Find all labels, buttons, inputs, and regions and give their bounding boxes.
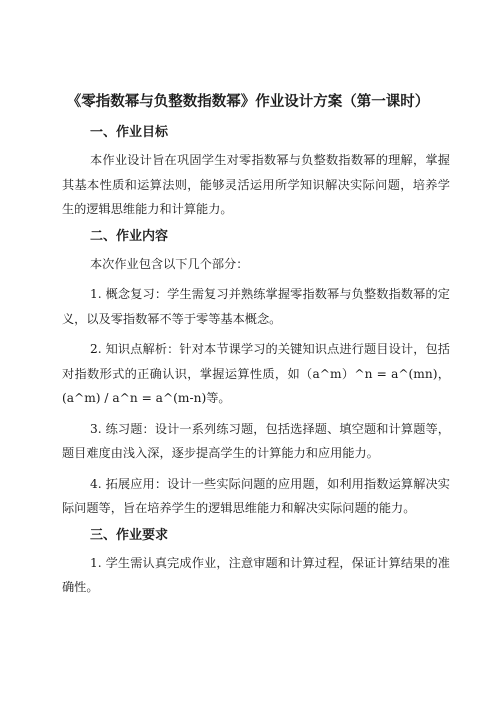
document-title: 《零指数幂与负整数指数幂》作业设计方案（第一课时）	[66, 94, 430, 110]
paragraph: 2. 知识点解析：针对本节课学习的关键知识点进行题目设计，包括对指数形式的正确认识，掌握运算性质，如（a^m）^n = a^(mn)，(a^m) / a^n = a^(m-n)等。	[62, 342, 450, 405]
paragraph: 1. 概念复习：学生需复习并熟练掌握零指数幂与负整数指数幂的定义，以及零指数幂不等于零等基本概念。	[62, 287, 450, 326]
paragraph: 1. 学生需认真完成作业，注意审题和计算过程，保证计算结果的准确性。	[62, 555, 450, 594]
paragraph: 本次作业包含以下几个部分：	[90, 256, 249, 271]
section-heading: 二、作业内容	[90, 228, 169, 244]
section-requirements	[62, 527, 450, 600]
section-heading: 一、作业目标	[90, 125, 169, 140]
section-content	[62, 228, 450, 521]
document-body	[62, 124, 450, 600]
section-heading: 三、作业要求	[90, 527, 169, 543]
paragraph: 4. 拓展应用：设计一些实际问题的应用题，如利用指数运算解决实际问题等，旨在培养学生的逻辑思维能力和解决实际问题的能力。	[62, 476, 450, 515]
paragraph: 3. 练习题：设计一系列练习题，包括选择题、填空题和计算题等，题目难度由浅入深，逐步提高学生的计算能力和应用能力。	[62, 421, 450, 460]
paragraph: 本作业设计旨在巩固学生对零指数幂与负整数指数幂的理解，掌握其基本性质和运算法则，能够灵活运用所学知识解决实际问题，培养学生的逻辑思维能力和计算能力。	[62, 153, 450, 216]
section-objectives	[62, 124, 450, 222]
